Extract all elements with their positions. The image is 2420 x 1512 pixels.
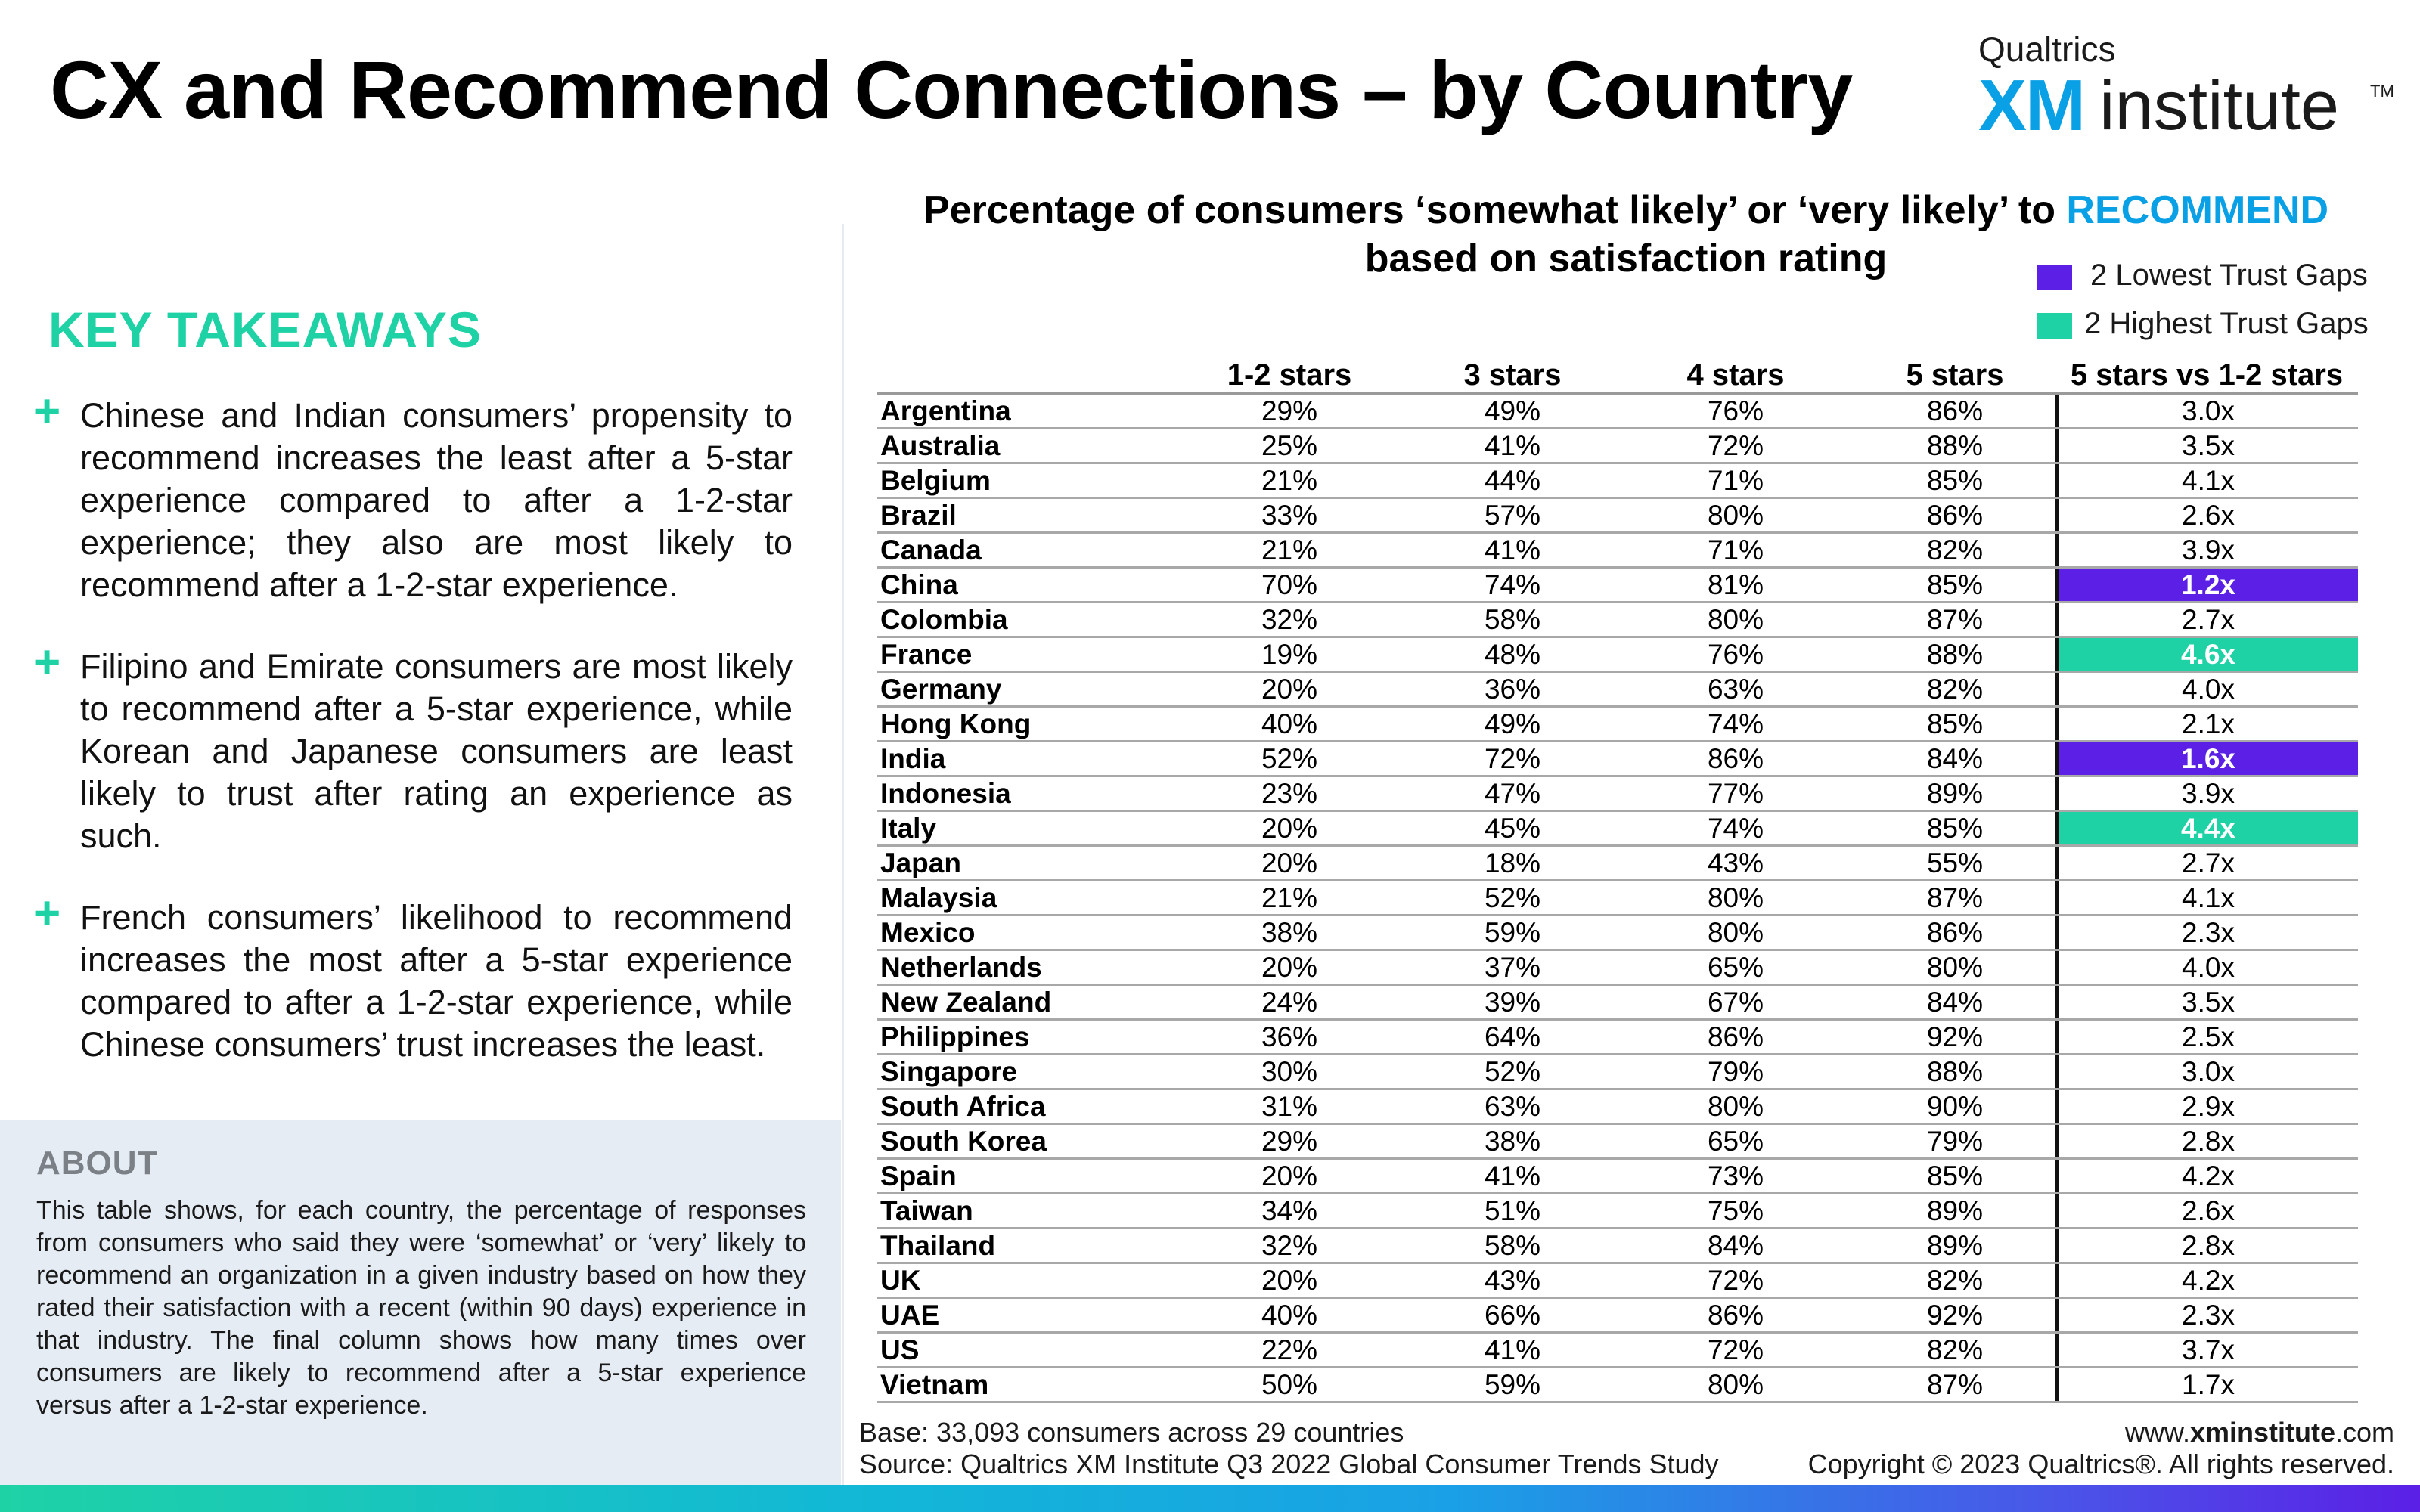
cell-4-stars: 86% [1707, 743, 1764, 774]
table-row [877, 708, 2358, 742]
about-text: This table shows, for each country, the percentage of responses from consumers who said they were ‘somewhat’ or ‘very’ likely to recommend an organization in a given industry based on how they rated their satisfaction with a recent (within 90 days) experience in that industry. The final column shows how many times over consumers are likely to recommend after a 5-star experience versus after a 1-2-star experience. [36, 1196, 806, 1420]
cell-5-stars: 89% [1926, 778, 1984, 809]
cell-1-2-stars: 34% [1261, 1195, 1318, 1226]
about-heading: ABOUT [36, 1145, 159, 1182]
bottom-gradient-bar [0, 1485, 2420, 1512]
cell-ratio: 3.0x [2055, 1055, 2358, 1088]
country-name: UK [880, 1265, 921, 1296]
cell-4-stars: 81% [1707, 569, 1764, 600]
cell-ratio: 1.6x [2055, 742, 2358, 775]
legend-label-lowest: 2 Lowest Trust Gaps [2090, 259, 2368, 292]
country-name: Indonesia [880, 778, 1011, 809]
country-name: Spain [880, 1160, 957, 1191]
cell-1-2-stars: 52% [1261, 743, 1318, 774]
cell-4-stars: 80% [1707, 500, 1764, 531]
cell-4-stars: 67% [1707, 987, 1764, 1018]
cell-1-2-stars: 20% [1261, 1160, 1318, 1191]
footer-copyright-block [1808, 1417, 2394, 1480]
cell-ratio: 2.7x [2055, 847, 2358, 879]
table-row [877, 464, 2358, 499]
plus-icon: + [33, 637, 61, 689]
country-name: South Korea [880, 1126, 1047, 1157]
table-row [877, 499, 2358, 534]
cell-1-2-stars: 70% [1261, 569, 1318, 600]
cell-5-stars: 82% [1926, 1265, 1984, 1296]
cell-4-stars: 79% [1707, 1056, 1764, 1087]
cell-ratio: 4.6x [2055, 638, 2358, 671]
table-row [877, 638, 2358, 673]
cell-3-stars: 48% [1484, 639, 1541, 670]
cell-1-2-stars: 36% [1261, 1021, 1318, 1052]
cell-5-stars: 92% [1926, 1300, 1984, 1331]
cell-1-2-stars: 40% [1261, 1300, 1318, 1331]
country-name: Brazil [880, 500, 957, 531]
country-name: Argentina [880, 395, 1011, 426]
table-row [877, 916, 2358, 951]
cell-3-stars: 51% [1484, 1195, 1541, 1226]
cell-3-stars: 45% [1484, 813, 1541, 844]
cell-ratio: 3.5x [2055, 429, 2358, 462]
footer-url-bold: xminstitute [2189, 1417, 2335, 1448]
table-row [877, 673, 2358, 708]
cell-ratio: 4.0x [2055, 951, 2358, 984]
cell-ratio: 4.2x [2055, 1160, 2358, 1192]
table-row [877, 1194, 2358, 1229]
header-1-2-stars: 1-2 stars [1227, 358, 1352, 392]
page-title: CX and Recommend Connections – by Country [50, 44, 1853, 135]
footer-source: Source: Qualtrics XM Institute Q3 2022 Global Consumer Trends Study [859, 1448, 1719, 1479]
cell-4-stars: 72% [1707, 1334, 1764, 1365]
cell-4-stars: 80% [1707, 1091, 1764, 1122]
cell-3-stars: 36% [1484, 674, 1541, 705]
cell-3-stars: 64% [1484, 1021, 1541, 1052]
cell-4-stars: 84% [1707, 1230, 1764, 1261]
cell-3-stars: 59% [1484, 917, 1541, 948]
country-name: Mexico [880, 917, 976, 948]
legend-swatch-highest [2037, 313, 2072, 339]
cell-4-stars: 72% [1707, 430, 1764, 461]
cell-4-stars: 71% [1707, 465, 1764, 496]
cell-ratio: 4.1x [2055, 881, 2358, 914]
table-row [877, 1160, 2358, 1194]
cell-5-stars: 82% [1926, 534, 1984, 565]
legend [2037, 256, 2379, 352]
cell-5-stars: 85% [1926, 813, 1984, 844]
table-row [877, 881, 2358, 916]
cell-4-stars: 63% [1707, 674, 1764, 705]
cell-3-stars: 49% [1484, 708, 1541, 739]
cell-5-stars: 92% [1926, 1021, 1984, 1052]
cell-1-2-stars: 32% [1261, 604, 1318, 635]
cell-1-2-stars: 25% [1261, 430, 1318, 461]
cell-ratio: 2.8x [2055, 1125, 2358, 1157]
country-name: France [880, 639, 973, 670]
cell-1-2-stars: 21% [1261, 882, 1318, 913]
cell-1-2-stars: 22% [1261, 1334, 1318, 1365]
country-name: Canada [880, 534, 982, 565]
table-row [877, 1229, 2358, 1264]
cell-4-stars: 43% [1707, 847, 1764, 878]
footer-base: Base: 33,093 consumers across 29 countries [859, 1417, 1404, 1448]
cell-3-stars: 72% [1484, 743, 1541, 774]
cell-3-stars: 74% [1484, 569, 1541, 600]
cell-ratio: 4.2x [2055, 1264, 2358, 1297]
cell-5-stars: 84% [1926, 743, 1984, 774]
country-name: South Africa [880, 1091, 1046, 1122]
cell-5-stars: 87% [1926, 882, 1984, 913]
table-row [877, 1055, 2358, 1090]
country-name: Malaysia [880, 882, 997, 913]
cell-3-stars: 41% [1484, 1334, 1541, 1365]
cell-5-stars: 87% [1926, 604, 1984, 635]
legend-label-highest: 2 Highest Trust Gaps [2084, 307, 2369, 340]
header-3-stars: 3 stars [1463, 358, 1562, 392]
table-row [877, 603, 2358, 638]
cell-ratio: 2.6x [2055, 499, 2358, 531]
cell-ratio: 3.0x [2055, 395, 2358, 427]
cell-ratio: 2.9x [2055, 1090, 2358, 1123]
cell-3-stars: 47% [1484, 778, 1541, 809]
cell-3-stars: 41% [1484, 430, 1541, 461]
logo-institute-text: institute [2099, 67, 2340, 144]
cell-1-2-stars: 31% [1261, 1091, 1318, 1122]
recommend-table [877, 357, 2358, 1403]
table-row [877, 951, 2358, 986]
country-name: Taiwan [880, 1195, 973, 1226]
cell-1-2-stars: 29% [1261, 1126, 1318, 1157]
table-header [877, 357, 2358, 395]
cell-4-stars: 75% [1707, 1195, 1764, 1226]
country-name: Netherlands [880, 952, 1042, 983]
cell-3-stars: 58% [1484, 1230, 1541, 1261]
chart-title-accent: RECOMMEND [2066, 188, 2329, 232]
cell-5-stars: 79% [1926, 1126, 1984, 1157]
table-row [877, 1125, 2358, 1160]
country-name: Philippines [880, 1021, 1030, 1052]
cell-5-stars: 89% [1926, 1195, 1984, 1226]
cell-5-stars: 84% [1926, 987, 1984, 1018]
plus-icon: + [33, 888, 61, 940]
logo-company-text: Qualtrics [1978, 29, 2116, 69]
country-name: New Zealand [880, 987, 1052, 1018]
legend-item-lowest [2037, 256, 2379, 304]
table-row [877, 534, 2358, 569]
footer-copyright: Copyright © 2023 Qualtrics®. All rights reserved. [1807, 1448, 2394, 1479]
cell-1-2-stars: 32% [1261, 1230, 1318, 1261]
logo-xm-text: XM [1978, 65, 2084, 146]
cell-4-stars: 77% [1707, 778, 1764, 809]
header-5-stars: 5 stars [1906, 358, 2004, 392]
takeaway-text: Chinese and Indian consumers’ propensity to recommend increases the least after a 5-star experience compared to after a 1-2-star experience; they also are most likely to recommend after a 1-2-star experience. [80, 396, 793, 604]
chart-title-part1: Percentage of consumers ‘somewhat likely’ or ‘very likely’ to [923, 188, 2067, 232]
cell-3-stars: 52% [1484, 1056, 1541, 1087]
footer-url-suffix: .com [2335, 1417, 2394, 1448]
footer-url[interactable] [1808, 1417, 2394, 1448]
cell-1-2-stars: 23% [1261, 778, 1318, 809]
cell-5-stars: 87% [1926, 1369, 1984, 1400]
cell-4-stars: 74% [1707, 708, 1764, 739]
country-name: Thailand [880, 1230, 996, 1261]
cell-ratio: 1.2x [2055, 569, 2358, 601]
table-row [877, 1334, 2358, 1368]
key-takeaways-heading: KEY TAKEAWAYS [48, 302, 482, 358]
cell-ratio: 3.9x [2055, 777, 2358, 810]
cell-3-stars: 18% [1484, 847, 1541, 878]
country-name: US [880, 1334, 920, 1365]
country-name: Japan [880, 847, 961, 878]
cell-5-stars: 86% [1926, 917, 1984, 948]
cell-5-stars: 86% [1926, 395, 1984, 426]
cell-5-stars: 88% [1926, 639, 1984, 670]
xm-institute-logo [1978, 29, 2394, 150]
cell-ratio: 2.6x [2055, 1194, 2358, 1227]
about-panel [0, 1120, 841, 1485]
cell-1-2-stars: 40% [1261, 708, 1318, 739]
cell-5-stars: 85% [1926, 465, 1984, 496]
cell-1-2-stars: 38% [1261, 917, 1318, 948]
takeaway-item [33, 888, 793, 1066]
cell-3-stars: 41% [1484, 534, 1541, 565]
cell-ratio: 3.7x [2055, 1334, 2358, 1366]
cell-1-2-stars: 33% [1261, 500, 1318, 531]
cell-4-stars: 86% [1707, 1300, 1764, 1331]
country-name: Australia [880, 430, 1001, 461]
cell-4-stars: 74% [1707, 813, 1764, 844]
country-name: Vietnam [880, 1369, 989, 1400]
header-5-vs-1-2-stars: 5 stars vs 1-2 stars [2070, 358, 2344, 392]
section-divider [842, 224, 844, 1486]
country-name: Colombia [880, 604, 1008, 635]
cell-3-stars: 57% [1484, 500, 1541, 531]
cell-ratio: 2.3x [2055, 1299, 2358, 1331]
takeaway-text: Filipino and Emirate consumers are most likely to recommend after a 5-star experience, while Korean and Japanese consumers are least likely to trust after rating an experience as such. [80, 647, 793, 855]
cell-1-2-stars: 19% [1261, 639, 1318, 670]
country-name: Italy [880, 813, 937, 844]
table-body [877, 395, 2358, 1403]
cell-1-2-stars: 30% [1261, 1056, 1318, 1087]
takeaway-list [33, 386, 793, 1105]
table-row [877, 1368, 2358, 1403]
country-name: India [880, 743, 946, 774]
footer-url-prefix: www. [2124, 1417, 2190, 1448]
country-name: Germany [880, 674, 1002, 705]
takeaway-item [33, 386, 793, 606]
cell-1-2-stars: 50% [1261, 1369, 1318, 1400]
table-row [877, 569, 2358, 603]
cell-5-stars: 80% [1926, 952, 1984, 983]
cell-1-2-stars: 21% [1261, 534, 1318, 565]
cell-5-stars: 88% [1926, 1056, 1984, 1087]
cell-4-stars: 80% [1707, 604, 1764, 635]
cell-3-stars: 37% [1484, 952, 1541, 983]
cell-3-stars: 63% [1484, 1091, 1541, 1122]
country-name: China [880, 569, 958, 600]
table-row [877, 847, 2358, 881]
cell-1-2-stars: 20% [1261, 813, 1318, 844]
cell-3-stars: 44% [1484, 465, 1541, 496]
footer-base-source [859, 1417, 1719, 1480]
cell-4-stars: 72% [1707, 1265, 1764, 1296]
cell-1-2-stars: 29% [1261, 395, 1318, 426]
cell-3-stars: 66% [1484, 1300, 1541, 1331]
cell-ratio: 2.8x [2055, 1229, 2358, 1262]
cell-ratio: 2.1x [2055, 708, 2358, 740]
cell-5-stars: 86% [1926, 500, 1984, 531]
cell-5-stars: 90% [1926, 1091, 1984, 1122]
cell-4-stars: 65% [1707, 952, 1764, 983]
cell-1-2-stars: 24% [1261, 987, 1318, 1018]
cell-3-stars: 43% [1484, 1265, 1541, 1296]
cell-5-stars: 82% [1926, 674, 1984, 705]
table-row [877, 1090, 2358, 1125]
cell-4-stars: 71% [1707, 534, 1764, 565]
cell-4-stars: 80% [1707, 1369, 1764, 1400]
cell-3-stars: 58% [1484, 604, 1541, 635]
cell-5-stars: 85% [1926, 569, 1984, 600]
country-name: UAE [880, 1300, 940, 1331]
cell-4-stars: 80% [1707, 882, 1764, 913]
cell-5-stars: 82% [1926, 1334, 1984, 1365]
cell-3-stars: 59% [1484, 1369, 1541, 1400]
cell-5-stars: 55% [1926, 847, 1984, 878]
cell-ratio: 2.5x [2055, 1021, 2358, 1053]
country-name: Belgium [880, 465, 991, 496]
header-4-stars: 4 stars [1686, 358, 1785, 392]
cell-ratio: 3.9x [2055, 534, 2358, 566]
cell-3-stars: 41% [1484, 1160, 1541, 1191]
table-row [877, 429, 2358, 464]
takeaway-text: French consumers’ likelihood to recommend increases the most after a 5-star experience compared to after a 1-2-star experience, while Chinese consumers’ trust increases the least. [80, 898, 793, 1064]
country-name: Hong Kong [880, 708, 1032, 739]
cell-4-stars: 76% [1707, 639, 1764, 670]
legend-swatch-lowest [2037, 265, 2072, 290]
cell-ratio: 2.7x [2055, 603, 2358, 636]
table-row [877, 812, 2358, 847]
table-row [877, 742, 2358, 777]
table-row [877, 777, 2358, 812]
cell-5-stars: 85% [1926, 708, 1984, 739]
table-row [877, 986, 2358, 1021]
cell-3-stars: 49% [1484, 395, 1541, 426]
takeaway-item [33, 637, 793, 857]
table-row [877, 1264, 2358, 1299]
legend-item-highest [2037, 304, 2379, 352]
cell-3-stars: 39% [1484, 987, 1541, 1018]
cell-5-stars: 88% [1926, 430, 1984, 461]
cell-ratio: 3.5x [2055, 986, 2358, 1018]
cell-1-2-stars: 20% [1261, 1265, 1318, 1296]
cell-4-stars: 73% [1707, 1160, 1764, 1191]
cell-3-stars: 38% [1484, 1126, 1541, 1157]
cell-ratio: 4.1x [2055, 464, 2358, 497]
cell-ratio: 4.0x [2055, 673, 2358, 705]
cell-4-stars: 86% [1707, 1021, 1764, 1052]
cell-4-stars: 65% [1707, 1126, 1764, 1157]
cell-4-stars: 80% [1707, 917, 1764, 948]
logo-trademark: TM [2370, 82, 2394, 101]
table-row [877, 1299, 2358, 1334]
cell-ratio: 2.3x [2055, 916, 2358, 949]
cell-3-stars: 52% [1484, 882, 1541, 913]
table-row [877, 1021, 2358, 1055]
table-row [877, 395, 2358, 429]
cell-5-stars: 89% [1926, 1230, 1984, 1261]
cell-ratio: 1.7x [2055, 1368, 2358, 1401]
cell-5-stars: 85% [1926, 1160, 1984, 1191]
cell-1-2-stars: 21% [1261, 465, 1318, 496]
chart-title-part2: based on satisfaction rating [1364, 237, 1888, 280]
country-name: Singapore [880, 1056, 1017, 1087]
cell-1-2-stars: 20% [1261, 952, 1318, 983]
cell-1-2-stars: 20% [1261, 674, 1318, 705]
cell-ratio: 4.4x [2055, 812, 2358, 844]
cell-1-2-stars: 20% [1261, 847, 1318, 878]
plus-icon: + [33, 386, 61, 438]
cell-4-stars: 76% [1707, 395, 1764, 426]
